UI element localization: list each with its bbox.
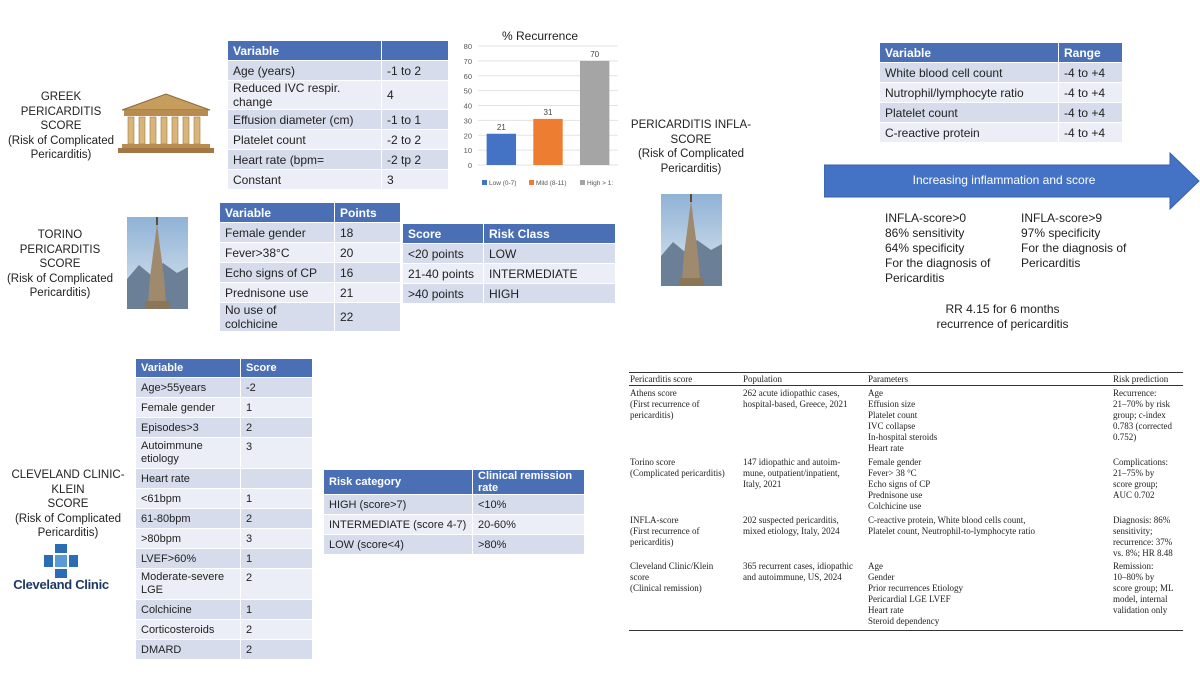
table-cell: Reduced IVC respir. change (228, 80, 382, 109)
table-cell: Corticosteroids (136, 619, 241, 639)
table-row (220, 222, 401, 242)
table-row (880, 122, 1123, 142)
torino-label-line: Pericarditis) (29, 287, 91, 299)
paper-table-top-rule (629, 372, 1183, 373)
greek-table (228, 41, 449, 189)
y-tick-label: 20 (463, 131, 472, 141)
paper-row-torino-score (630, 457, 742, 479)
table-row (136, 639, 313, 659)
text-line: pericarditis) (630, 537, 674, 547)
table-cell: >80% (473, 534, 585, 554)
paper-col-header: Pericarditis score (630, 374, 693, 384)
table-cell: Age (years) (228, 60, 382, 80)
table-cell: Platelet count (228, 129, 382, 149)
text-line: 86% sensitivity (885, 226, 965, 240)
text-line: Prednisone use (868, 490, 923, 500)
paper-row-cleveland-population (743, 561, 867, 583)
legend-swatch (580, 180, 585, 185)
table-row (136, 508, 313, 528)
text-line: Torino score (630, 457, 676, 467)
bar-data-label: 31 (543, 107, 553, 117)
table-row (220, 302, 401, 331)
text-line: Echo signs of CP (868, 479, 931, 489)
greek-score-label (0, 90, 122, 163)
table-cell: 20-60% (473, 514, 585, 534)
table-cell: 4 (382, 80, 449, 109)
table-cell: DMARD (136, 639, 241, 659)
table-header: Clinical remission rate (473, 470, 585, 494)
table-row (136, 468, 313, 488)
text-line: Remission: (1113, 561, 1154, 571)
greek-temple-icon (118, 90, 214, 154)
y-tick-label: 60 (463, 71, 472, 81)
text-line: For the diagnosis of (1021, 241, 1127, 255)
table-cell: -2 (241, 377, 313, 397)
infla-rr-text (920, 302, 1085, 332)
text-line: 64% specificity (885, 241, 965, 255)
table-cell: -1 to 2 (382, 60, 449, 80)
table-row (136, 568, 313, 599)
text-line: Pericarditis (885, 271, 945, 285)
infla-sensitivity-text (885, 211, 1015, 286)
table-cell: 1 (241, 488, 313, 508)
y-tick-label: 80 (463, 42, 472, 51)
table-cell: 2 (241, 619, 313, 639)
text-line: Colchicine use (868, 501, 922, 511)
cleveland-label-line: (Risk of Complicated (14, 512, 122, 525)
table-cell: LVEF>60% (136, 548, 241, 568)
text-line: Cleveland Clinic/Klein (630, 561, 714, 571)
text-line: Female gender (868, 457, 922, 467)
text-line: mixed etiology, Italy, 2024 (743, 526, 840, 536)
infla-label-line: Pericarditis) (660, 162, 722, 175)
table-cell: -4 to +4 (1059, 102, 1123, 122)
text-line: recurrence: 37% (1113, 537, 1173, 547)
table-row (136, 417, 313, 437)
cleveland-clinic-logo (9, 544, 113, 594)
table-cell: Female gender (136, 397, 241, 417)
table-cell: <10% (473, 494, 585, 514)
cleveland-table (136, 359, 313, 659)
text-line: Recurrence: (1113, 388, 1157, 398)
table-row (136, 437, 313, 468)
paper-col-header: Risk prediction (1113, 374, 1169, 384)
paper-row-athens-parameters (868, 388, 1108, 454)
paper-table-bottom-rule (629, 630, 1183, 631)
table-cell: C-reactive protein (880, 122, 1059, 142)
text-line: recurrence of pericarditis (936, 317, 1069, 331)
paper-row-cleveland-score (630, 561, 740, 594)
recurrence-bar-chart (452, 24, 622, 194)
table-cell: LOW (484, 243, 616, 263)
table-row (880, 102, 1123, 122)
text-line: hospital-based, Greece, 2021 (743, 399, 848, 409)
paper-row-athens-prediction (1113, 388, 1193, 443)
table-cell: 18 (335, 222, 401, 242)
table-cell: 2 (241, 417, 313, 437)
cleveland-label-line: SCORE (47, 498, 89, 510)
y-tick-label: 70 (463, 56, 472, 66)
paper-col-header: Population (743, 374, 783, 384)
table-header: Range (1059, 43, 1123, 62)
legend-label: High > 1: (587, 180, 614, 187)
text-line: AUC 0.702 (1113, 490, 1155, 500)
text-line: INFLA-score>9 (1021, 211, 1103, 225)
table-header: Score (403, 224, 484, 243)
text-line: validation only (1113, 605, 1168, 615)
table-row (136, 377, 313, 397)
table-cell: Episodes>3 (136, 417, 241, 437)
table-cell: Age>55years (136, 377, 241, 397)
text-line: Diagnosis: 86% (1113, 515, 1171, 525)
bar-data-label: 70 (590, 49, 600, 59)
table-row (136, 528, 313, 548)
table-row (228, 60, 449, 80)
table-row (880, 62, 1123, 82)
torino-label-line: SCORE (39, 258, 81, 270)
table-cell: Moderate-severe LGE (136, 568, 241, 599)
text-line: Platelet count, Neutrophil-to-lymphocyte ratio (868, 526, 1035, 536)
text-line: 147 idiopathic and autoim- (743, 457, 841, 467)
table-cell: 2 (241, 568, 313, 599)
table-cell: 20 (335, 242, 401, 262)
table-cell: HIGH (score>7) (324, 494, 473, 514)
table-row (403, 263, 616, 283)
table-cell: Autoimmune etiology (136, 437, 241, 468)
text-line: vs. 8%; HR 8.48 (1113, 548, 1173, 558)
text-line: Pericardial LGE LVEF (868, 594, 951, 604)
chart-title: % Recurrence (501, 29, 579, 43)
bar-data-label: 21 (496, 122, 506, 132)
infla-score-label (628, 118, 754, 176)
table-cell: Constant (228, 169, 382, 189)
table-row (136, 619, 313, 639)
text-line: Age (868, 388, 883, 398)
paper-row-infla-prediction (1113, 515, 1193, 559)
table-cell: -4 to +4 (1059, 82, 1123, 102)
cleveland-clinic-logo-icon (44, 544, 78, 578)
table-row (220, 262, 401, 282)
text-line: 365 recurrent cases, idiopathic (743, 561, 853, 571)
text-line: 21–70% by risk (1113, 399, 1170, 409)
table-cell: Prednisone use (220, 282, 335, 302)
table-cell (241, 468, 313, 488)
text-line: Age (868, 561, 883, 571)
table-row (220, 282, 401, 302)
table-cell: Female gender (220, 222, 335, 242)
table-header: Variable (228, 41, 382, 60)
text-line: Complications: (1113, 457, 1168, 467)
greek-label-line: SCORE (40, 120, 82, 132)
text-line: For the diagnosis of (885, 256, 991, 270)
table-cell: White blood cell count (880, 62, 1059, 82)
cleveland-label-line: Pericarditis) (37, 527, 99, 539)
table-header: Risk category (324, 470, 473, 494)
paper-row-torino-prediction (1113, 457, 1193, 501)
legend-swatch (482, 180, 487, 185)
greek-label-line: Pericarditis) (30, 149, 92, 161)
table-cell: -2 to 2 (382, 129, 449, 149)
y-tick-label: 10 (463, 146, 472, 156)
mole-antonelliana-icon (661, 194, 722, 286)
table-row (228, 169, 449, 189)
text-line: 10–80% by (1113, 572, 1155, 582)
table-header: Variable (220, 203, 335, 222)
table-row (228, 80, 449, 109)
table-row (403, 283, 616, 303)
torino-score-label (0, 228, 120, 301)
cleveland-score-label (0, 468, 136, 541)
table-header: Variable (136, 359, 241, 377)
paper-table-header-rule (629, 385, 1183, 386)
text-line: Heart rate (868, 605, 904, 615)
table-row (403, 243, 616, 263)
table-cell: >40 points (403, 283, 484, 303)
table-cell: 3 (382, 169, 449, 189)
table-cell: 21 (335, 282, 401, 302)
table-header (382, 41, 449, 60)
table-row (136, 397, 313, 417)
infla-table (880, 43, 1123, 142)
text-line: Pericarditis (1021, 256, 1081, 270)
legend-label: Mild (8-11) (536, 180, 567, 187)
legend-swatch (529, 180, 534, 185)
text-line: INFLA-score (630, 515, 679, 525)
table-cell: 2 (241, 508, 313, 528)
table-cell: 22 (335, 302, 401, 331)
chart-bar (533, 119, 562, 165)
table-header: Score (241, 359, 313, 377)
table-cell: Echo signs of CP (220, 262, 335, 282)
table-cell: No use of colchicine (220, 302, 335, 331)
table-cell: INTERMEDIATE (score 4-7) (324, 514, 473, 534)
chart-bar (487, 134, 516, 165)
text-line: score (630, 572, 649, 582)
greek-label-line: GREEK PERICARDITIS (20, 91, 102, 118)
table-row (136, 488, 313, 508)
table-cell: >80bpm (136, 528, 241, 548)
paper-row-torino-population (743, 457, 865, 490)
torino-label-line: (Risk of Complicated (6, 272, 114, 285)
text-line: 97% specificity (1021, 226, 1101, 240)
text-line: mune, outpatient/inpatient, (743, 468, 840, 478)
text-line: group; c-index (1113, 410, 1166, 420)
text-line: In-hospital steroids (868, 432, 938, 442)
table-cell: Nutrophil/lymphocyte ratio (880, 82, 1059, 102)
table-cell: LOW (score<4) (324, 534, 473, 554)
table-cell: -1 to 1 (382, 109, 449, 129)
table-row (136, 548, 313, 568)
text-line: pericarditis) (630, 410, 674, 420)
text-line: 202 suspected pericarditis, (743, 515, 839, 525)
table-cell: -2 tp 2 (382, 149, 449, 169)
table-cell: 3 (241, 528, 313, 548)
text-line: (Clinical remission) (630, 583, 702, 593)
text-line: 0.752) (1113, 432, 1137, 442)
paper-row-torino-parameters (868, 457, 1108, 512)
text-line: IVC collapse (868, 421, 916, 431)
table-cell: HIGH (484, 283, 616, 303)
infla-label-line: (Risk of Complicated (637, 148, 745, 160)
text-line: INFLA-score>0 (885, 211, 967, 225)
paper-row-athens-score (630, 388, 740, 421)
text-line: C-reactive protein, White blood cells count, (868, 515, 1026, 525)
torino-risk-table (403, 224, 616, 303)
text-line: Fever> 38 °C (868, 468, 917, 478)
chart-bar (580, 61, 609, 165)
table-cell: 61-80bpm (136, 508, 241, 528)
table-row (228, 129, 449, 149)
text-line: (First recurrence of (630, 399, 700, 409)
torino-table (220, 203, 401, 331)
greek-label-line: (Risk of Complicated (7, 134, 115, 147)
table-cell: Fever>38°C (220, 242, 335, 262)
infla-specificity-text (1021, 211, 1151, 271)
legend-label: Low (0-7) (489, 180, 517, 187)
text-line: Platelet count (868, 410, 918, 420)
text-line: Gender (868, 572, 895, 582)
table-cell: Heart rate (136, 468, 241, 488)
text-line: 0.783 (corrected (1113, 421, 1172, 431)
table-row (324, 494, 585, 514)
table-row (228, 109, 449, 129)
table-cell: Colchicine (136, 599, 241, 619)
table-row (324, 514, 585, 534)
y-tick-label: 40 (463, 101, 472, 111)
text-line: Heart rate (868, 443, 904, 453)
infla-label-line: SCORE (670, 133, 712, 146)
table-cell: -4 to +4 (1059, 62, 1123, 82)
text-line: Italy, 2021 (743, 479, 782, 489)
table-cell: 16 (335, 262, 401, 282)
table-row (220, 242, 401, 262)
table-cell: 1 (241, 599, 313, 619)
cleveland-clinic-logo-text: Cleveland Clinic (13, 577, 109, 592)
text-line: (First recurrence of (630, 526, 700, 536)
torino-label-line: TORINO PERICARDITIS (19, 229, 101, 256)
paper-row-athens-population (743, 388, 865, 410)
paper-row-infla-population (743, 515, 865, 537)
text-line: score group; (1113, 479, 1158, 489)
paper-row-infla-parameters (868, 515, 1110, 537)
text-line: 262 acute idiopathic cases, (743, 388, 840, 398)
text-line: model, internal (1113, 594, 1168, 604)
paper-col-header: Parameters (868, 374, 908, 384)
paper-row-cleveland-prediction (1113, 561, 1193, 616)
table-cell: Heart rate (bpm= (228, 149, 382, 169)
paper-row-infla-score (630, 515, 740, 548)
table-header: Variable (880, 43, 1059, 62)
table-row (324, 534, 585, 554)
text-line: Prior recurrences Etiology (868, 583, 963, 593)
text-line: Steroid dependency (868, 616, 940, 626)
table-cell: -4 to +4 (1059, 122, 1123, 142)
table-header: Risk Class (484, 224, 616, 243)
table-cell: <20 points (403, 243, 484, 263)
text-line: and autoimmune, US, 2024 (743, 572, 842, 582)
table-cell: INTERMEDIATE (484, 263, 616, 283)
table-cell: 1 (241, 397, 313, 417)
table-cell: <61bpm (136, 488, 241, 508)
table-cell: 2 (241, 639, 313, 659)
y-tick-label: 0 (467, 161, 472, 170)
text-line: Athens score (630, 388, 677, 398)
text-line: RR 4.15 for 6 months (945, 302, 1060, 316)
paper-row-cleveland-parameters (868, 561, 1108, 627)
table-cell: Platelet count (880, 102, 1059, 122)
text-line: (Complicated pericarditis) (630, 468, 725, 478)
table-cell: 21-40 points (403, 263, 484, 283)
cleveland-remission-table (324, 470, 585, 554)
table-header: Points (335, 203, 401, 222)
table-row (228, 149, 449, 169)
text-line: sensitivity; (1113, 526, 1153, 536)
table-row (136, 599, 313, 619)
y-tick-label: 50 (463, 86, 472, 96)
text-line: score group; ML (1113, 583, 1174, 593)
table-row (880, 82, 1123, 102)
table-cell: 3 (241, 437, 313, 468)
text-line: 21–75% by (1113, 468, 1155, 478)
inflammation-arrow-text: Increasing inflammation and score (912, 173, 1096, 187)
table-cell: 1 (241, 548, 313, 568)
cleveland-label-line: CLEVELAND CLINIC- KLEIN (11, 469, 125, 496)
table-cell: Effusion diameter (cm) (228, 109, 382, 129)
text-line: Effusion size (868, 399, 916, 409)
infla-label-line: PERICARDITIS INFLA- (630, 119, 752, 131)
mole-antonelliana-icon (127, 217, 188, 309)
y-tick-label: 30 (463, 116, 472, 126)
